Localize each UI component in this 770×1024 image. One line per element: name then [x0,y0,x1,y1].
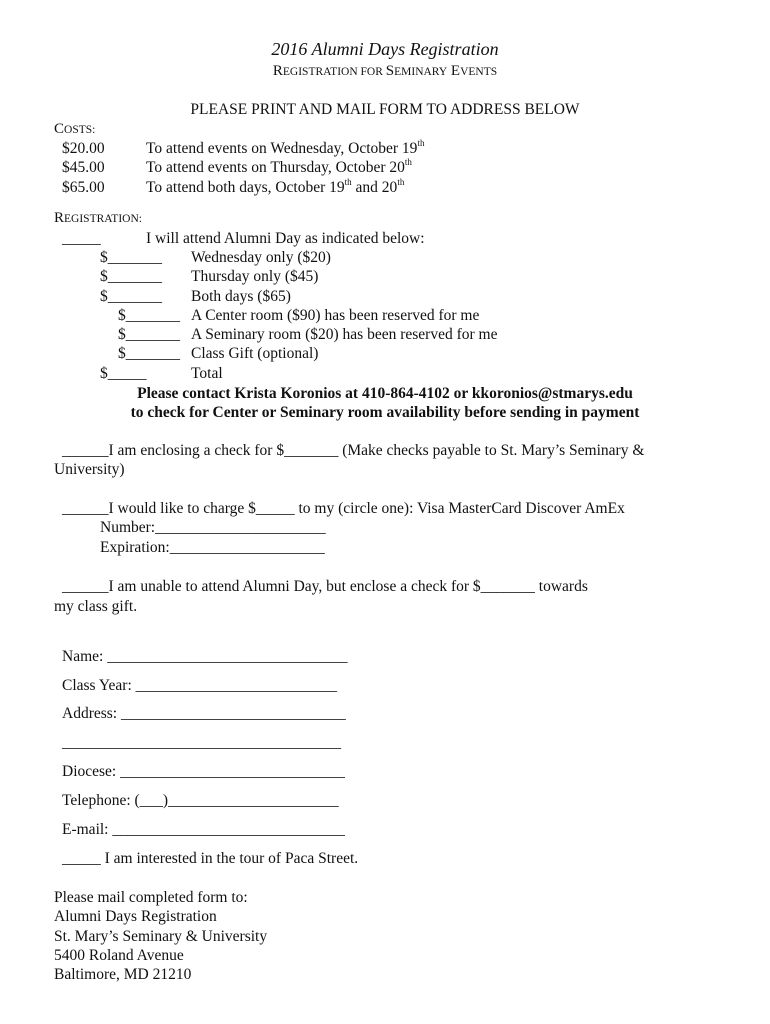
cost-description: To attend events on Wednesday, October 19th [146,138,425,157]
contact-notice-line2: to check for Center or Seminary room availability before sending in payment [130,404,640,421]
mailing-address-line: Alumni Days Registration [54,908,217,925]
mailing-address-line: 5400 Roland Avenue [54,947,184,964]
paca-street-tour-option[interactable]: _____ I am interested in the tour of Paca Street. [62,850,359,867]
option-label: Thursday only ($45) [191,268,319,285]
address-field-line2[interactable]: ____________________________________ [62,734,341,751]
costs-heading: COSTS: [54,121,96,137]
cost-price: $45.00 [62,159,105,176]
card-expiration-field[interactable]: Expiration:____________________ [100,539,325,556]
diocese-field[interactable]: Diocese: _____________________________ [62,763,345,780]
address-field[interactable]: Address: _____________________________ [62,705,346,722]
cost-price: $65.00 [62,179,105,196]
contact-notice-line1: Please contact Krista Koronios at 410-864-4102 or kkoronios@stmarys.edu [137,385,633,402]
option-label: Class Gift (optional) [191,345,319,362]
cost-price: $20.00 [62,140,105,157]
form-title: 2016 Alumni Days Registration [271,39,499,59]
card-number-field[interactable]: Number:______________________ [100,519,326,536]
option-label: Wednesday only ($20) [191,249,331,266]
class-year-field[interactable]: Class Year: __________________________ [62,677,338,694]
form-subtitle: REGISTRATION FOR SEMINARY EVENTS [272,63,498,79]
option-label: Both days ($65) [191,288,291,305]
option-amount-blank[interactable]: $_______ [118,326,180,343]
option-amount-blank[interactable]: $_______ [100,268,162,285]
mail-instruction: PLEASE PRINT AND MAIL FORM TO ADDRESS BELOW [190,101,580,118]
email-field[interactable]: E-mail: ______________________________ [62,821,345,838]
option-amount-blank[interactable]: $_______ [100,249,162,266]
option-amount-blank[interactable]: $_______ [118,345,180,362]
check-enclosed-line[interactable]: ______I am enclosing a check for $_______ (Make checks payable to St. Mary’s Seminary & [62,442,645,459]
telephone-field[interactable]: Telephone: (___)______________________ [62,792,339,809]
registration-heading: REGISTRATION: [54,210,142,226]
class-gift-only-line[interactable]: ______I am unable to attend Alumni Day, but enclose a check for $_______ towards [62,578,588,595]
check-enclosed-line-cont: University) [54,461,125,478]
cost-description: To attend events on Thursday, October 20th [146,157,412,176]
cost-description: To attend both days, October 19th and 20th [146,177,405,196]
credit-card-charge-line[interactable]: ______I would like to charge $_____ to my (circle one): Visa MasterCard Discover AmEx [62,500,625,517]
option-label: A Center room ($90) has been reserved for me [191,307,480,324]
mailing-address-line: Baltimore, MD 21210 [54,966,192,983]
mailing-address-line: St. Mary’s Seminary & University [54,928,268,945]
attend-statement: I will attend Alumni Day as indicated below: [146,230,425,247]
option-amount-blank[interactable]: $_______ [118,307,180,324]
name-field[interactable]: Name: _______________________________ [62,648,348,665]
attend-blank[interactable]: _____ [62,230,101,247]
total-label: Total [191,365,223,382]
option-amount-blank[interactable]: $_______ [100,288,162,305]
mailing-instruction: Please mail completed form to: [54,889,248,906]
class-gift-only-line-cont: my class gift. [54,598,138,615]
total-amount-blank[interactable]: $_____ [100,365,147,382]
option-label: A Seminary room ($20) has been reserved for me [191,326,498,343]
